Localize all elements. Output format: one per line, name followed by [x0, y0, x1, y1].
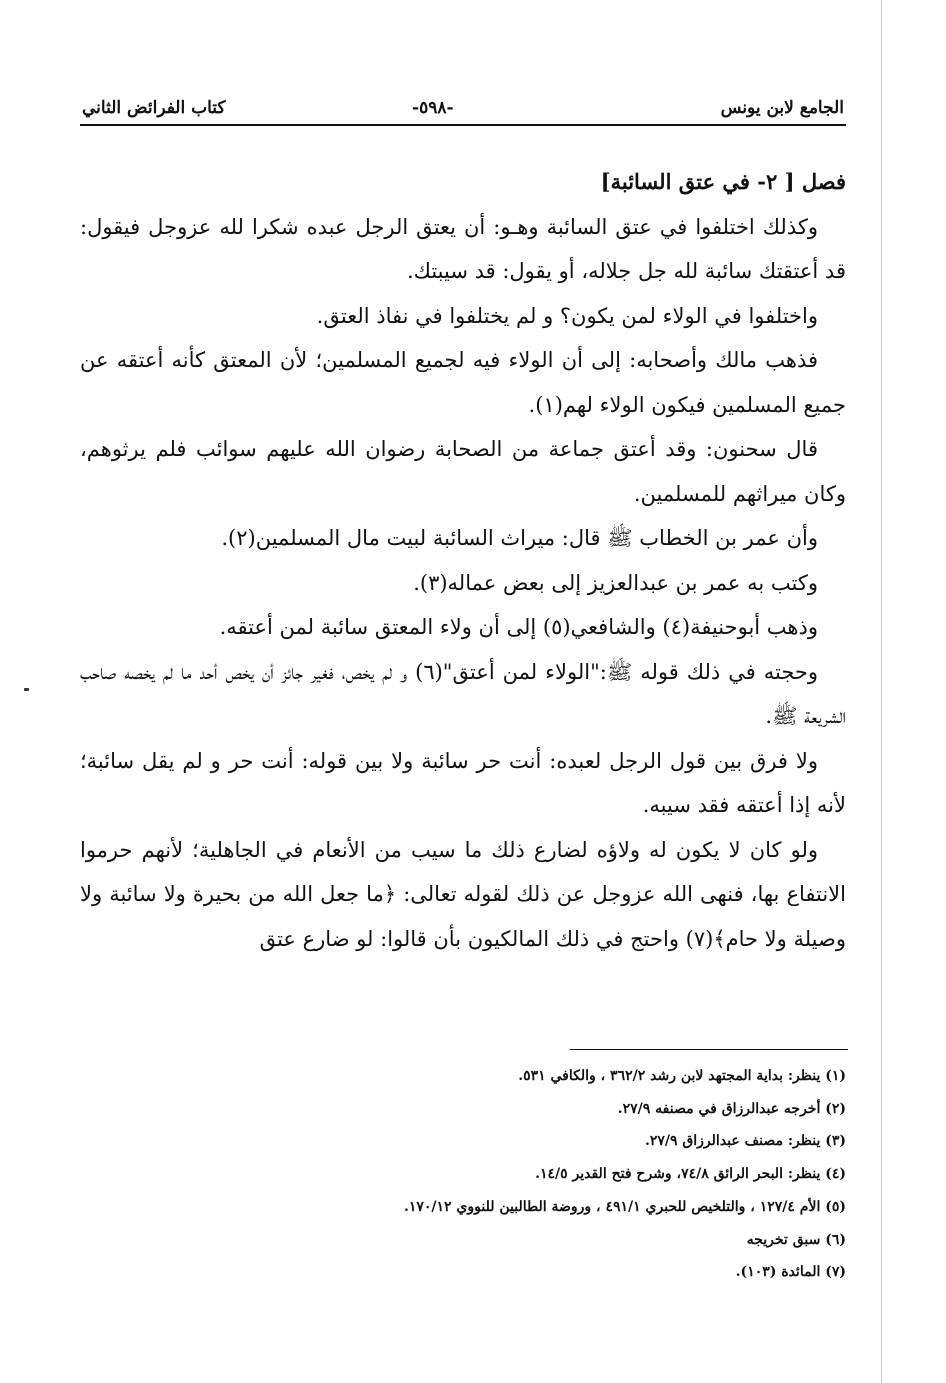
- footnote: (٤) ينظر: البحر الرائق ٧٤/٨، وشرح فتح القدير ١٤/٥.: [535, 1166, 846, 1183]
- main-text: [80, 160, 846, 961]
- header-chapter-title: كتاب الفرائض الثاني: [82, 98, 226, 118]
- footnote: (٢) أخرجه عبدالرزاق في مصنفه ٢٧/٩.: [617, 1100, 846, 1117]
- paragraph: واختلفوا في الولاء لمن يكون؟ و لم يختلفوا في نفاذ العتق.: [316, 303, 818, 328]
- footnotes: [80, 1060, 846, 1289]
- footnote: (٣) ينظر: مصنف عبدالرزاق ٢٧/٩.: [645, 1133, 846, 1150]
- paragraph: ولا فرق بين قول الرجل لعبده: أنت حر سائبة ولا بين قوله: أنت حر و لم يقل سائبة؛ لأنه إذا أعتقه فقد سيبه.: [80, 748, 846, 817]
- header-book-title: الجامع لابن يونس: [720, 98, 844, 118]
- footnote: (٧) المائدة (١٠٣).: [735, 1264, 846, 1281]
- scan-speck: [24, 688, 29, 691]
- paragraph: قال سحنون: وقد أعتق جماعة من الصحابة رضوان الله عليهم سوائب فلم يرثوهم، وكان ميراثهم للمسلمين.: [80, 437, 846, 506]
- header-rule: [80, 124, 846, 126]
- paragraph: وكذلك اختلفوا في عتق السائبة وهـو: أن يعتق الرجل عبده شكرا لله عزوجل فيقول: قد أعتقتك سائبة لله جل جلاله، أو يقول: قد سيبتك.: [80, 214, 846, 283]
- paragraph: فذهب مالك وأصحابه: إلى أن الولاء فيه لجميع المسلمين؛ لأن المعتق كأنه أعتقه عن جميع المسلمين فيكون الولاء لهم(١).: [80, 348, 846, 417]
- paragraph: ولو كان لا يكون له ولاؤه لضارع ذلك ما سيب من الأنعام في الجاهلية؛ لأنهم حرموا الانتفاع بها، فنهى الله عزوجل عن ذلك لقوله تعالى: ﴿ما جعل الله من بحيرة ولا سائبة ولا وصيلة ولا حام﴾(٧) واحتج في ذلك المالكيون بأن قالوا: لو ضارع عتق: [80, 837, 846, 951]
- footnote: (١) ينظر: بداية المجتهد لابن رشد ٣٦٢/٢ ، والكافي ٥٣١.: [518, 1068, 846, 1084]
- section-heading: فصل [ ٢- في عتق السائبة]: [600, 169, 846, 194]
- paragraph: وذهب أبوحنيفة(٤) والشافعي(٥) إلى أن ولاء المعتق سائبة لمن أعتقه.: [219, 615, 818, 639]
- footnote: (٦) سبق تخريجه: [746, 1231, 846, 1248]
- paragraph: وكتب به عمر بن عبدالعزيز إلى بعض عماله(٣).: [413, 570, 818, 595]
- page-number: -٥٩٨-: [412, 98, 454, 118]
- footnote: (٥) الأم ١٢٧/٤ ، والتلخيص للحبري ٤٩١/١ ، وروضة الطالبين للنووي ١٧٠/١٢.: [403, 1198, 846, 1215]
- footnote-separator: [570, 1049, 848, 1050]
- page-edge-line: [881, 0, 882, 1383]
- paragraph: وحجته في ذلك قوله ﷺ:"الولاء لمن أعتق"(٦) و لم يخص، فغير جائز أن يخص أحد ما لم يخصه صاحب الشريعة ﷺ.: [80, 659, 846, 728]
- paragraph: وأن عمر بن الخطاب ﷺ قال: ميراث السائبة لبيت مال المسلمين(٢).: [221, 526, 818, 550]
